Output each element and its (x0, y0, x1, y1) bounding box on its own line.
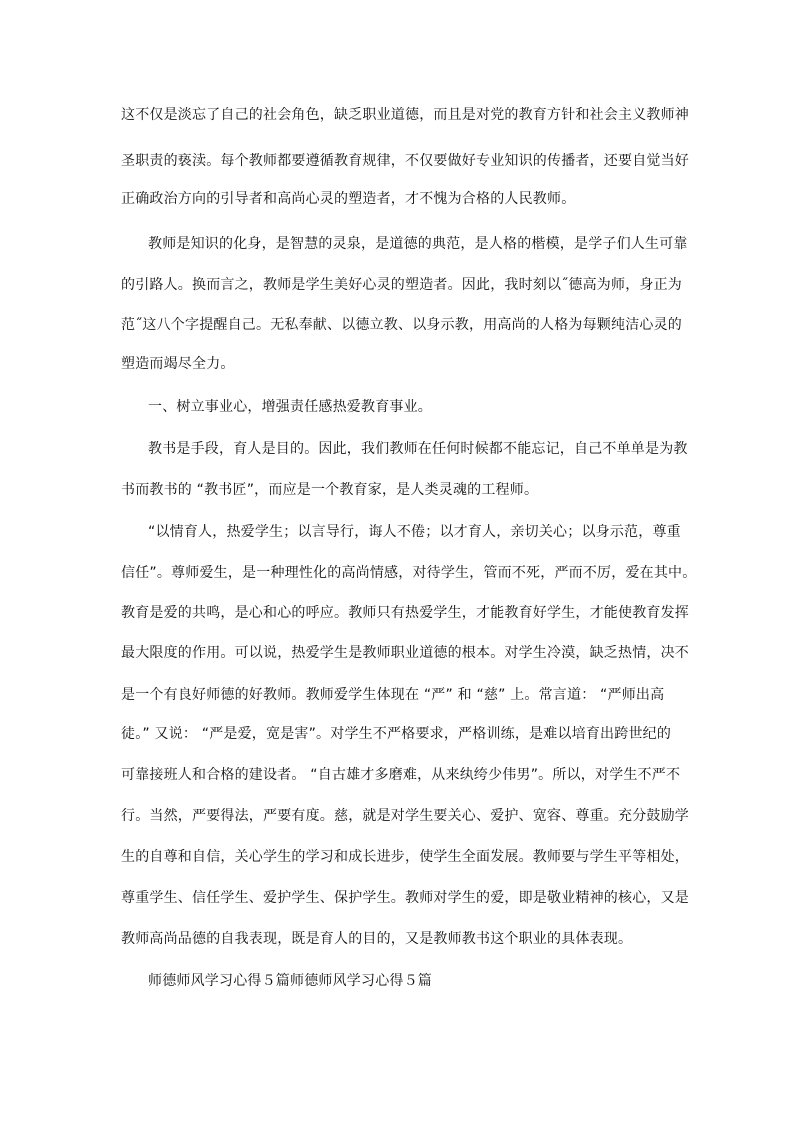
text-line: 正确政治方向的引导者和高尚心灵的塑造者，才不愧为合格的人民教师。 (121, 191, 576, 207)
text-line: 可靠接班人和合格的建设者。 “自古雄才多磨难，从来纨绔少伟男”。所以，对学生不严不 (121, 767, 681, 783)
text-line: 信任”。尊师爱生，是一种理性化的高尚情感，对待学生，管而不死，严而不厉，爱在其中。 (121, 565, 697, 581)
text-line: 这不仅是淡忘了自己的社会角色，缺乏职业道德，而且是对党的教育方针和社会主义教师神 (121, 107, 689, 123)
text-line: 的引路人。换而言之，教师是学生美好心灵的塑造者。因此，我时刻以˝德高为师，身正为 (121, 277, 682, 293)
text-line: 生的自尊和自信，关心学生的学习和成长进步，使学生全面发展。教师要与学生平等相处， (121, 849, 689, 865)
section-heading: 一、树立事业心，增强责任感热爱教育事业。 (148, 399, 432, 415)
text-line: 圣职责的亵渎。每个教师都要遵循教育规律，不仅要做好专业知识的传播者，还要自觉当好 (121, 153, 689, 169)
text-line: 教育是爱的共鸣，是心和心的呼应。教师只有热爱学生，才能教育好学生，才能使教育发挥 (121, 605, 689, 621)
text-line: 范˝这八个字提醒自己。无私奉献、以德立教、以身示教，用高尚的人格为每颗纯洁心灵的 (121, 317, 682, 333)
text-line: 塑造而竭尽全力。 (121, 356, 235, 372)
text-line: 徒。” 又说： “严是爱，宽是害”。对学生不严格要求，严格训练，是难以培育出跨世纪的 (121, 726, 672, 742)
text-line: 教书是手段，育人是目的。因此，我们教师在任何时候都不能忘记，自己不单单是为教 (148, 441, 688, 457)
text-line: “以情育人，热爱学生；以言导行，诲人不倦；以才育人，亲切关心；以身示范，尊重 (148, 524, 681, 540)
document-title-repeat: 师德师风学习心得５篇师德师风学习心得５篇 (148, 973, 432, 989)
text-line: 教师高尚品德的自我表现，既是育人的目的，又是教师教书这个职业的具体表现。 (121, 931, 633, 947)
text-line: 是一个有良好师德的好教师。教师爱学生体现在 “严” 和 “慈” 上。常言道： “严师出高 (121, 687, 665, 703)
text-line: 最大限度的作用。可以说，热爱学生是教师职业道德的根本。对学生冷漠，缺乏热情，决不 (121, 645, 689, 661)
text-line: 教师是知识的化身，是智慧的灵泉，是道德的典范，是人格的楷模，是学子们人生可靠 (148, 236, 688, 252)
text-line: 尊重学生、信任学生、爱护学生、保护学生。教师对学生的爱，即是敬业精神的核心，又是 (121, 890, 689, 906)
text-line: 书而教书的 “教书匠”，而应是一个教育家，是人类灵魂的工程师。 (121, 482, 539, 498)
text-line: 行。当然，严要得法，严要有度。慈，就是对学生要关心、爱护、宽容、尊重。充分鼓励学 (121, 808, 689, 824)
